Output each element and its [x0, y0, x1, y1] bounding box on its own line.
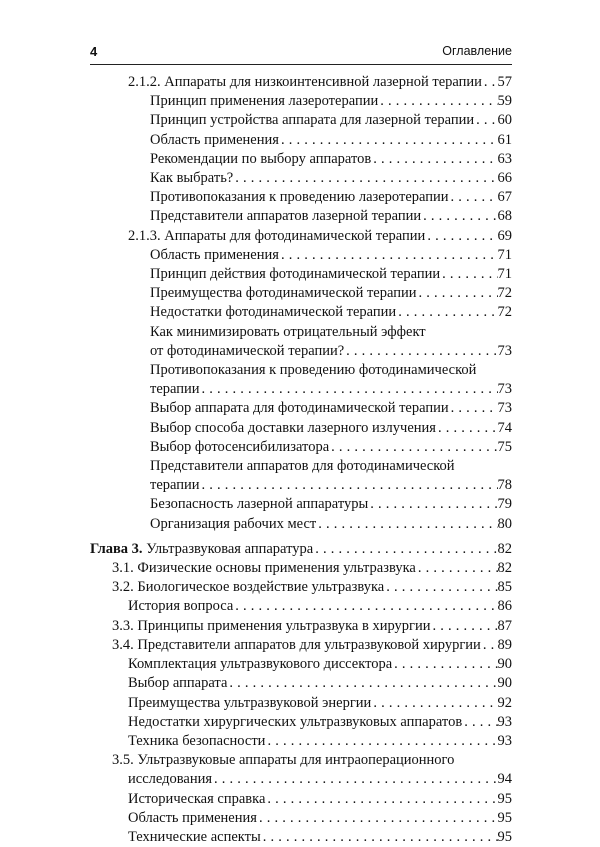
toc-leader [279, 246, 498, 265]
toc-entry-page: 93 [497, 713, 512, 730]
toc-leader [421, 207, 497, 226]
toc-entry-page: 72 [497, 285, 512, 302]
toc-entry-title: от фотодинамической терапии? [150, 342, 345, 359]
toc-entry-title: 3.3. Принципы применения ультразвука в хирургии [112, 617, 431, 634]
toc-entry-title: 3.2. Биологическое воздействие ультразвука [112, 579, 385, 596]
toc-entry-page: 94 [497, 771, 512, 788]
toc-entry [90, 92, 512, 111]
toc-leader [261, 828, 498, 847]
toc-entry-title: Представители аппаратов лазерной терапии [150, 208, 422, 225]
toc-leader [233, 169, 497, 188]
toc-entry [90, 73, 512, 92]
toc-entry-title: 2.1.3. Аппараты для фотодинамической терапии [128, 227, 426, 244]
toc-entry [90, 246, 512, 265]
toc-entry-title: Преимущества ультразвуковой энергии [128, 694, 372, 711]
toc-entry [90, 150, 512, 169]
toc-entry [90, 227, 512, 246]
toc-entry-page: 95 [497, 828, 512, 845]
toc-entry-title: Недостатки фотодинамической терапии [150, 304, 397, 321]
toc-entry-page: 73 [497, 342, 512, 359]
toc-entry-title: Область применения [128, 809, 257, 826]
toc-entry-title: Технические аспекты [128, 828, 261, 845]
toc-entry [90, 515, 512, 534]
toc-leader [200, 476, 498, 495]
toc-entry-page: 80 [497, 515, 512, 532]
toc-entry-page: 63 [497, 150, 512, 167]
toc-entry-page: 74 [497, 419, 512, 436]
toc-leader [482, 73, 498, 92]
toc-entry [90, 438, 512, 457]
toc-entry [90, 361, 512, 399]
toc-leader [462, 713, 497, 732]
toc-entry [90, 399, 512, 418]
toc-entry [90, 131, 512, 150]
toc-entry-page: 82 [497, 560, 512, 577]
toc-entry [90, 655, 512, 674]
toc-entry-page: 59 [497, 93, 512, 110]
toc-entry-page: 66 [497, 170, 512, 187]
toc-entry-page: 68 [497, 208, 512, 225]
toc-leader [233, 597, 497, 616]
toc-entry-page: 73 [497, 400, 512, 417]
toc-entry-page: 89 [497, 636, 512, 653]
toc-leader [449, 188, 498, 207]
toc-entry [90, 265, 512, 284]
toc-leader [344, 342, 497, 361]
toc-entry-page: 85 [497, 579, 512, 596]
toc-entry-page: 71 [497, 246, 512, 263]
toc-entry-page: 90 [497, 656, 512, 673]
toc-leader [313, 540, 497, 559]
toc-entry-title: Противопоказания к проведению лазеротерапии [150, 189, 449, 206]
toc-leader [265, 732, 497, 751]
toc-entry-title: Организация рабочих мест [150, 515, 317, 532]
toc-entry-page: 90 [497, 675, 512, 692]
toc-entry-page: 60 [497, 112, 512, 129]
running-title: Оглавление [442, 44, 512, 58]
toc-entry [90, 284, 512, 303]
toc-leader [371, 694, 497, 713]
toc-leader [316, 515, 497, 534]
toc-leader [416, 559, 498, 578]
page-number: 4 [90, 44, 98, 59]
toc-entry-title: терапии [150, 477, 200, 494]
toc-entry [90, 495, 512, 514]
toc-leader [212, 770, 497, 789]
toc-leader [417, 284, 498, 303]
page-header [90, 44, 512, 64]
toc-entry [90, 636, 512, 655]
toc-entry-title: Выбор аппарата для фотодинамической терапии [150, 400, 449, 417]
toc-entry-title: Принцип устройства аппарата для лазерной терапии [150, 112, 475, 129]
toc-entry-page: 69 [497, 227, 512, 244]
toc-entry [90, 111, 512, 130]
toc-entry-title: исследования [128, 771, 213, 788]
toc-entry-title: Ультразвуковая аппаратура [146, 540, 314, 557]
toc-entry [90, 578, 512, 597]
toc-entry-page: 95 [497, 809, 512, 826]
toc-entry-title: Область применения [150, 131, 279, 148]
toc-entry-page: 92 [497, 694, 512, 711]
toc-entry [90, 419, 512, 438]
toc-entry-page: 82 [497, 540, 512, 557]
toc-entry-page: 87 [497, 617, 512, 634]
toc-entry-page: 67 [497, 189, 512, 206]
toc-leader [392, 655, 497, 674]
table-of-contents [90, 73, 512, 847]
toc-entry-title: Выбор способа доставки лазерного излучения [150, 419, 436, 436]
toc-entry-title: Как выбрать? [150, 170, 234, 187]
toc-entry [90, 713, 512, 732]
toc-entry-page: 61 [497, 131, 512, 148]
toc-entry-page: 86 [497, 598, 512, 615]
toc-leader [378, 92, 497, 111]
toc-leader [449, 399, 498, 418]
toc-entry [90, 674, 512, 693]
toc-chapter-entry [90, 540, 512, 559]
toc-entry-title-line1: Как минимизировать отрицательный эффект [150, 323, 426, 340]
toc-leader [371, 150, 497, 169]
toc-entry [90, 303, 512, 322]
toc-entry-title: Выбор аппарата [128, 675, 228, 692]
toc-leader [474, 111, 497, 130]
toc-entry-page: 71 [497, 266, 512, 283]
toc-leader [481, 636, 498, 655]
toc-leader [440, 265, 497, 284]
toc-leader [227, 674, 497, 693]
toc-entry-page: 57 [497, 74, 512, 90]
toc-entry-title-line1: Представители аппаратов для фотодинамической [150, 458, 455, 475]
toc-entry-title-line1: 3.5. Ультразвуковые аппараты для интраоперационного [112, 752, 455, 769]
toc-entry [90, 828, 512, 847]
chapter-label: Глава 3. [90, 540, 143, 557]
toc-leader [430, 617, 497, 636]
toc-leader [200, 380, 498, 399]
toc-entry [90, 790, 512, 809]
toc-entry [90, 597, 512, 616]
toc-entry-title: Рекомендации по выбору аппаратов [150, 150, 372, 167]
toc-entry-title: Комплектация ультразвукового диссектора [128, 656, 393, 673]
toc-leader [257, 809, 498, 828]
toc-entry-title: 3.4. Представители аппаратов для ультразвуковой хирургии [112, 636, 481, 653]
toc-entry [90, 617, 512, 636]
toc-leader [329, 438, 497, 457]
toc-entry [90, 169, 512, 188]
toc-entry-title: Безопасность лазерной аппаратуры [150, 496, 369, 513]
toc-entry [90, 559, 512, 578]
toc-leader [279, 131, 498, 150]
toc-entry-title: терапии [150, 381, 200, 398]
toc-entry-title: Недостатки хирургических ультразвуковых аппаратов [128, 713, 463, 730]
toc-entry-title: Историческая справка [128, 790, 266, 807]
toc-entry-title: История вопроса [128, 598, 234, 615]
toc-entry-title: Преимущества фотодинамической терапии [150, 285, 417, 302]
toc-entry-title: Принцип действия фотодинамической терапии [150, 266, 441, 283]
toc-entry [90, 188, 512, 207]
header-rule [90, 64, 512, 65]
toc-entry-page: 75 [497, 438, 512, 455]
toc-leader [425, 227, 497, 246]
toc-entry-page: 93 [497, 732, 512, 749]
toc-entry [90, 207, 512, 226]
toc-entry-title: Область применения [150, 246, 279, 263]
toc-entry-title: 2.1.2. Аппараты для низкоинтенсивной лазерной терапии [128, 74, 482, 90]
toc-entry [90, 694, 512, 713]
toc-entry-page: 73 [497, 381, 512, 398]
toc-leader [396, 303, 497, 322]
toc-entry-page: 79 [497, 496, 512, 513]
toc-entry [90, 809, 512, 828]
toc-entry-title: Техника безопасности [128, 732, 266, 749]
toc-entry-title: 3.1. Физические основы применения ультразвука [112, 560, 416, 577]
toc-entry-title: Принцип применения лазеротерапии [150, 93, 379, 110]
toc-leader [368, 495, 497, 514]
toc-entry [90, 751, 512, 789]
toc-leader [265, 790, 497, 809]
toc-entry [90, 323, 512, 361]
toc-entry-page: 95 [497, 790, 512, 807]
toc-entry [90, 457, 512, 495]
toc-entry-title: Выбор фотосенсибилизатора [150, 438, 330, 455]
toc-entry-page: 72 [497, 304, 512, 321]
toc-entry-page: 78 [497, 477, 512, 494]
toc-entry [90, 732, 512, 751]
toc-entry-title-line1: Противопоказания к проведению фотодинамической [150, 362, 477, 379]
toc-leader [384, 578, 497, 597]
toc-leader [436, 419, 498, 438]
